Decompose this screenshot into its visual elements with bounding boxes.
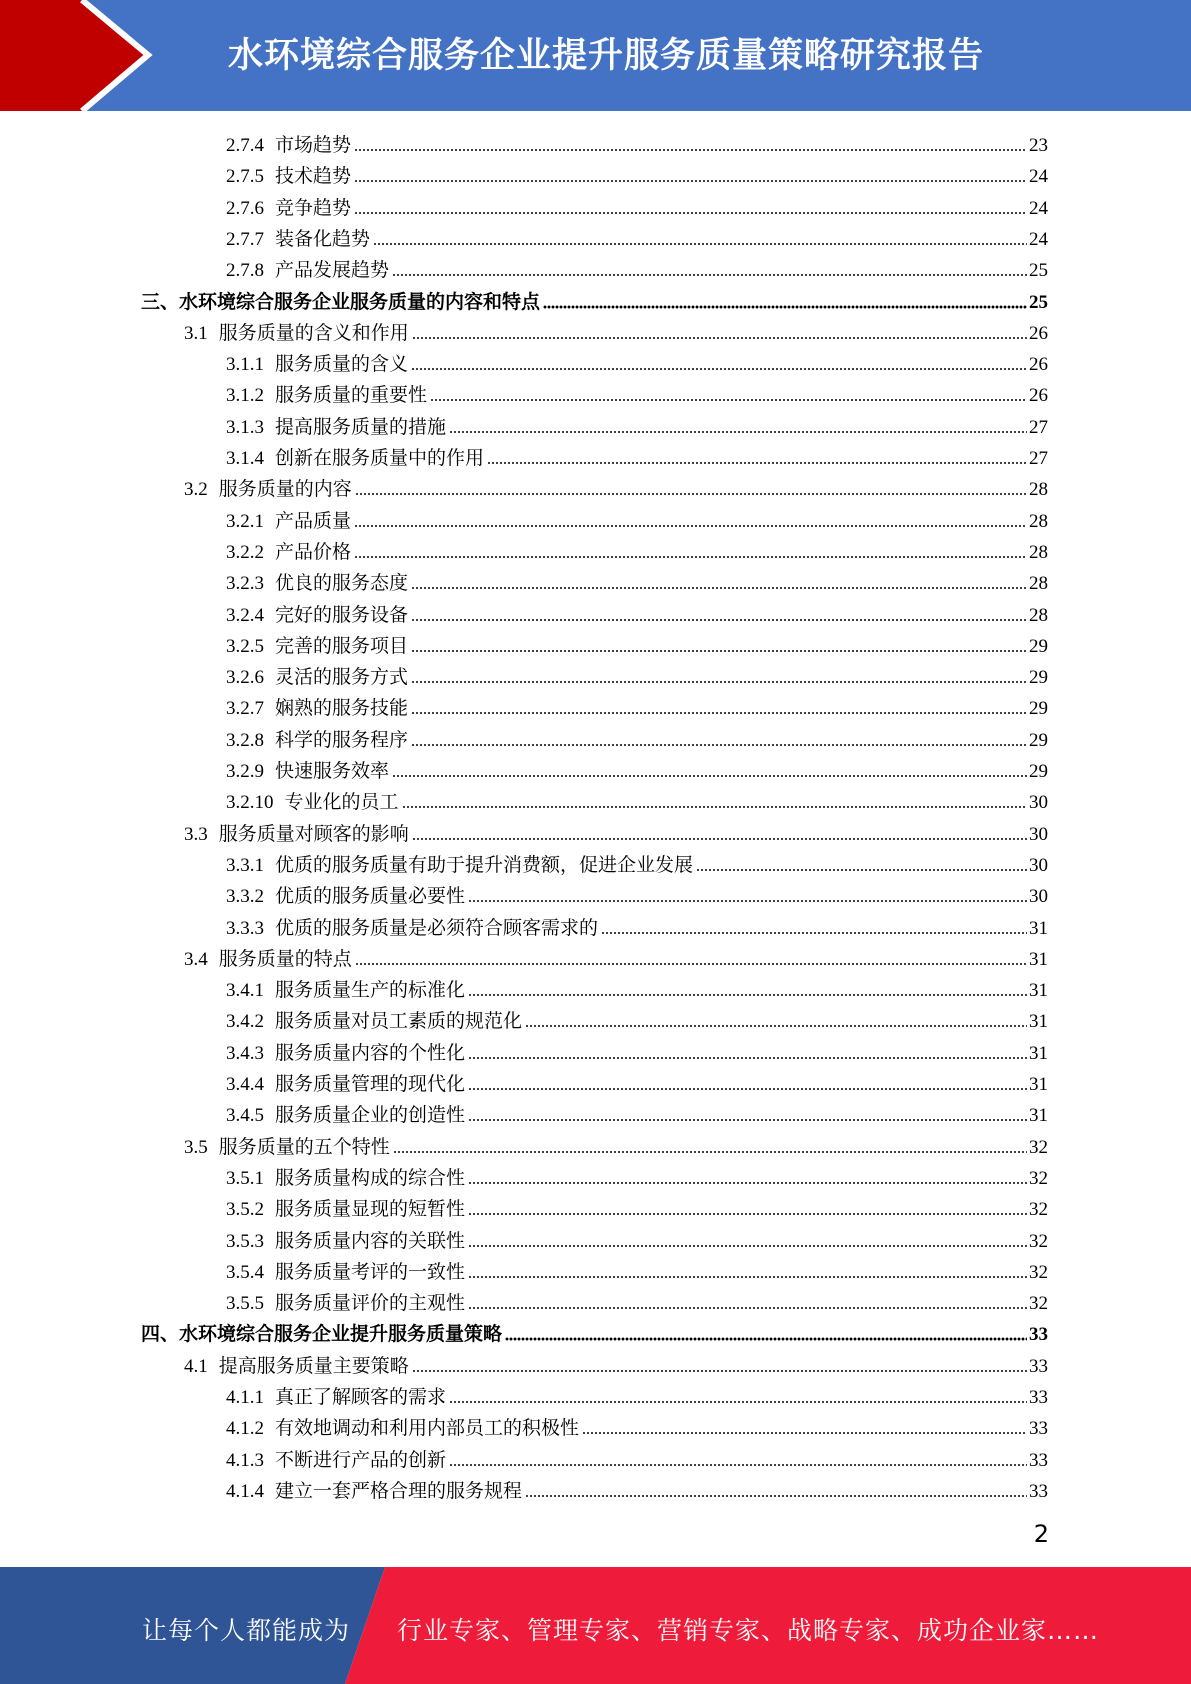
toc-entry[interactable] [226, 1003, 1048, 1034]
toc-dot-leader [430, 397, 1027, 403]
toc-entry-number: 3.5.2 [226, 1199, 264, 1221]
toc-dot-leader [449, 429, 1027, 435]
toc-entry-page: 29 [1029, 729, 1048, 751]
toc-entry-title: 装备化趋势 [275, 228, 371, 250]
toc-entry-title: 产品价格 [275, 541, 352, 563]
toc-dot-leader [392, 272, 1027, 278]
toc-entry-page: 31 [1029, 1105, 1048, 1127]
toc-entry-title: 四、水环境综合服务企业提升服务质量策略 [141, 1324, 503, 1346]
toc-entry-title: 快速服务效率 [275, 761, 390, 782]
toc-entry-page: 32 [1029, 1261, 1048, 1283]
toc-entry-number: 3.4 [184, 948, 208, 970]
toc-entry-title: 服务质量对顾客的影响 [218, 823, 409, 845]
toc-entry[interactable] [226, 1379, 1048, 1410]
toc-entry-number: 3.2.8 [226, 729, 264, 751]
toc-entry[interactable] [226, 1223, 1048, 1254]
toc-entry[interactable] [184, 471, 1048, 502]
toc-dot-leader [393, 1149, 1027, 1155]
toc-entry[interactable] [226, 910, 1048, 941]
toc-entry-page: 28 [1029, 573, 1048, 595]
toc-dot-leader [411, 742, 1027, 748]
toc-entry[interactable] [184, 941, 1048, 972]
toc-entry-title: 优良的服务态度 [275, 573, 409, 595]
toc-entry-number: 3.4.3 [226, 1042, 264, 1064]
toc-entry[interactable] [226, 1160, 1048, 1191]
toc-entry-page: 26 [1029, 322, 1048, 344]
toc-entry-page: 33 [1029, 1355, 1048, 1377]
toc-entry-page: 33 [1029, 1387, 1048, 1408]
toc-dot-leader [505, 1336, 1027, 1342]
toc-entry-number: 3.2.9 [226, 761, 264, 782]
toc-entry-page: 24 [1029, 197, 1048, 219]
toc-entry[interactable] [184, 1129, 1048, 1160]
header-banner [0, 0, 1191, 111]
toc-dot-leader [411, 585, 1027, 591]
toc-entry-title: 服务质量的五个特性 [218, 1136, 390, 1158]
toc-entry-title: 建立一套严格合理的服务规程 [275, 1480, 523, 1502]
toc-entry-number: 3.4.4 [226, 1074, 264, 1095]
toc-entry[interactable] [141, 1316, 1048, 1347]
toc-entry-title: 优质的服务质量是必须符合顾客需求的 [275, 917, 599, 939]
toc-entry[interactable] [226, 1035, 1048, 1066]
toc-entry-page: 30 [1029, 886, 1048, 908]
toc-entry[interactable] [226, 1254, 1048, 1285]
toc-entry-title: 服务质量显现的短暂性 [275, 1199, 466, 1221]
toc-entry-number: 4.1 [184, 1355, 208, 1377]
toc-dot-leader [411, 617, 1027, 623]
toc-entry[interactable] [226, 784, 1048, 815]
toc-entry-page: 28 [1029, 510, 1048, 532]
toc-entry-title: 灵活的服务方式 [275, 667, 409, 689]
toc-dot-leader [468, 992, 1027, 998]
toc-entry-page: 28 [1029, 604, 1048, 626]
toc-dot-leader [411, 710, 1027, 716]
toc-entry-number: 3.1 [184, 322, 208, 344]
toc-entry-number: 3.2.2 [226, 541, 264, 563]
toc-entry-title: 产品质量 [275, 510, 352, 532]
toc-entry-number: 3.1.1 [226, 354, 264, 376]
toc-entry-title: 不断进行产品的创新 [275, 1449, 447, 1471]
toc-entry[interactable] [226, 565, 1048, 596]
toc-entry-title: 服务质量的重要性 [275, 385, 428, 407]
toc-entry-number: 3.5.4 [226, 1261, 264, 1283]
toc-entry-number: 3.5.1 [226, 1167, 264, 1189]
toc-entry[interactable] [226, 409, 1048, 440]
toc-entry-page: 25 [1029, 260, 1048, 282]
toc-entry-number: 4.1.4 [226, 1480, 264, 1502]
toc-entry-number: 3.2.6 [226, 667, 264, 689]
toc-dot-leader [468, 1180, 1027, 1186]
toc-entry[interactable] [226, 252, 1048, 283]
toc-entry-page: 27 [1029, 448, 1048, 469]
toc-entry-page: 24 [1029, 166, 1048, 188]
toc-entry-page: 30 [1029, 792, 1048, 814]
toc-entry-title: 提高服务质量主要策略 [218, 1355, 409, 1377]
toc-entry-number: 2.7.4 [226, 135, 264, 156]
toc-entry[interactable] [226, 628, 1048, 659]
toc-entry-title: 产品发展趋势 [275, 260, 390, 282]
toc-dot-leader [412, 836, 1027, 842]
toc-dot-leader [355, 961, 1027, 967]
toc-entry-page: 28 [1029, 479, 1048, 501]
toc-entry-number: 3.5.5 [226, 1293, 264, 1315]
toc-entry-title: 服务质量的内容 [218, 479, 352, 501]
toc-dot-leader [354, 210, 1027, 216]
toc-entry[interactable] [226, 190, 1048, 221]
toc-entry-number: 3.3 [184, 823, 208, 845]
toc-dot-leader [402, 804, 1027, 810]
toc-dot-leader [392, 773, 1027, 779]
toc-entry-number: 3.2.5 [226, 635, 264, 657]
toc-dot-leader [525, 1493, 1027, 1499]
toc-entry-page: 29 [1029, 761, 1048, 782]
toc-entry[interactable] [184, 315, 1048, 346]
toc-entry-page: 31 [1029, 1042, 1048, 1064]
toc-entry-title: 真正了解顾客的需求 [275, 1387, 447, 1408]
toc-entry-number: 3.2.7 [226, 698, 264, 720]
toc-entry-title: 完好的服务设备 [275, 604, 409, 626]
toc-entry-page: 32 [1029, 1199, 1048, 1221]
report-title: 水环境综合服务企业提升服务质量策略研究报告 [228, 36, 985, 76]
toc-dot-leader [468, 1086, 1027, 1092]
toc-entry[interactable] [226, 377, 1048, 408]
toc-entry[interactable] [184, 816, 1048, 847]
toc-entry-title: 三、水环境综合服务企业服务质量的内容和特点 [141, 291, 541, 313]
toc-entry-number: 3.5 [184, 1136, 208, 1158]
toc-entry[interactable] [141, 284, 1048, 315]
toc-dot-leader [601, 930, 1027, 936]
toc-entry-page: 30 [1029, 854, 1048, 876]
toc-entry-title: 服务质量构成的综合性 [275, 1167, 466, 1189]
toc-entry-title: 服务质量管理的现代化 [275, 1074, 466, 1095]
toc-entry[interactable] [226, 847, 1048, 878]
toc-dot-leader [468, 898, 1027, 904]
toc-entry-page: 25 [1029, 291, 1048, 313]
toc-entry-title: 市场趋势 [275, 135, 352, 156]
toc-dot-leader [449, 1399, 1027, 1405]
toc-entry[interactable] [226, 690, 1048, 721]
toc-entry-page: 27 [1029, 416, 1048, 438]
toc-entry-page: 24 [1029, 228, 1048, 250]
toc-entry[interactable] [226, 1442, 1048, 1473]
toc-entry-number: 3.4.5 [226, 1105, 264, 1127]
toc-entry-page: 31 [1029, 917, 1048, 939]
toc-entry[interactable] [226, 221, 1048, 252]
toc-dot-leader [468, 1117, 1027, 1123]
toc-entry-number: 4.1.3 [226, 1449, 264, 1471]
toc-entry-number: 2.7.8 [226, 260, 264, 282]
toc-entry-number: 3.2.10 [226, 792, 274, 814]
toc-entry[interactable] [226, 1473, 1048, 1504]
toc-entry-title: 服务质量的含义 [275, 354, 409, 376]
toc-entry-number: 4.1.2 [226, 1418, 264, 1440]
toc-entry[interactable] [226, 1410, 1048, 1441]
toc-entry-title: 服务质量对员工素质的规范化 [275, 1011, 523, 1033]
toc-entry-number: 4.1.1 [226, 1387, 264, 1408]
toc-entry[interactable] [226, 1097, 1048, 1128]
toc-dot-leader [354, 554, 1027, 560]
toc-dot-leader [468, 1055, 1027, 1061]
toc-dot-leader [411, 679, 1027, 685]
toc-entry[interactable] [226, 1191, 1048, 1222]
toc-entry-page: 26 [1029, 385, 1048, 407]
toc-entry[interactable] [226, 1285, 1048, 1316]
footer-slogan-left: 让每个人都能成为 [142, 1616, 351, 1645]
toc-entry[interactable] [226, 534, 1048, 565]
toc-entry-page: 29 [1029, 698, 1048, 720]
toc-entry-number: 3.3.3 [226, 917, 264, 939]
toc-entry[interactable] [226, 659, 1048, 690]
toc-entry-page: 23 [1029, 135, 1048, 156]
toc-entry-page: 29 [1029, 667, 1048, 689]
toc-entry-title: 提高服务质量的措施 [275, 416, 447, 438]
toc-entry-page: 26 [1029, 354, 1048, 376]
toc-entry-page: 32 [1029, 1167, 1048, 1189]
toc-entry-number: 3.2 [184, 479, 208, 501]
toc-entry[interactable] [226, 597, 1048, 628]
toc-entry-page: 32 [1029, 1230, 1048, 1252]
toc-dot-leader [696, 867, 1027, 873]
toc-entry-page: 31 [1029, 980, 1048, 1002]
toc-entry-title: 服务质量的含义和作用 [218, 322, 409, 344]
toc-entry-page: 29 [1029, 635, 1048, 657]
toc-entry-title: 有效地调动和利用内部员工的积极性 [275, 1418, 580, 1440]
toc-entry-title: 服务质量内容的关联性 [275, 1230, 466, 1252]
toc-dot-leader [468, 1305, 1027, 1311]
toc-entry[interactable] [226, 440, 1048, 471]
toc-entry-page: 33 [1029, 1324, 1048, 1346]
toc-entry[interactable] [226, 722, 1048, 753]
toc-entry-number: 2.7.6 [226, 197, 264, 219]
toc-entry[interactable] [226, 127, 1048, 158]
toc-entry-number: 2.7.5 [226, 166, 264, 188]
toc-entry-page: 33 [1029, 1418, 1048, 1440]
page-number: 2 [1033, 1520, 1049, 1548]
toc-dot-leader [355, 491, 1027, 497]
toc-dot-leader [468, 1211, 1027, 1217]
toc-entry-title: 服务质量生产的标准化 [275, 980, 466, 1002]
toc-entry-page: 33 [1029, 1449, 1048, 1471]
toc-entry[interactable] [226, 1066, 1048, 1097]
toc-entry-number: 3.2.4 [226, 604, 264, 626]
toc-entry-title: 服务质量评价的主观性 [275, 1293, 466, 1315]
toc-entry-number: 3.5.3 [226, 1230, 264, 1252]
footer-banner [0, 1567, 1191, 1684]
toc-dot-leader [582, 1430, 1027, 1436]
toc-entry-title: 优质的服务质量必要性 [275, 886, 466, 908]
toc-dot-leader [354, 523, 1027, 529]
toc-entry-number: 2.7.7 [226, 228, 264, 250]
toc-entry-number: 3.1.2 [226, 385, 264, 407]
toc-dot-leader [411, 648, 1027, 654]
toc-dot-leader [354, 147, 1027, 153]
toc-entry-number: 3.2.1 [226, 510, 264, 532]
toc-entry[interactable] [226, 878, 1048, 909]
toc-dot-leader [373, 241, 1027, 247]
toc-entry[interactable] [226, 158, 1048, 189]
toc-entry-page: 33 [1029, 1480, 1048, 1502]
toc-entry-page: 32 [1029, 1293, 1048, 1315]
toc-entry-page: 30 [1029, 823, 1048, 845]
toc-entry-title: 优质的服务质量有助于提升消费额，促进企业发展 [275, 854, 694, 876]
toc-entry-number: 3.4.1 [226, 980, 264, 1002]
toc-entry-title: 技术趋势 [275, 166, 352, 188]
toc-dot-leader [412, 1368, 1027, 1374]
toc-dot-leader [449, 1462, 1027, 1468]
toc-entry[interactable] [226, 346, 1048, 377]
toc-entry[interactable] [226, 972, 1048, 1003]
toc-entry-title: 专业化的员工 [284, 792, 399, 814]
toc-entry-number: 3.4.2 [226, 1011, 264, 1033]
toc-dot-leader [354, 178, 1027, 184]
toc-dot-leader [487, 460, 1027, 466]
toc-entry-page: 31 [1029, 1074, 1048, 1095]
toc-dot-leader [468, 1274, 1027, 1280]
toc-entry-number: 3.3.1 [226, 854, 264, 876]
toc-entry-title: 娴熟的服务技能 [275, 698, 409, 720]
toc-dot-leader [468, 1243, 1027, 1249]
toc-entry-title: 服务质量考评的一致性 [275, 1261, 466, 1283]
toc-entry-title: 服务质量内容的个性化 [275, 1042, 466, 1064]
toc-entry-page: 28 [1029, 541, 1048, 563]
toc-entry-number: 3.1.4 [226, 448, 264, 469]
toc-entry-number: 3.2.3 [226, 573, 264, 595]
toc-entry[interactable] [226, 753, 1048, 784]
toc-entry-title: 服务质量的特点 [218, 948, 352, 970]
toc-entry-page: 31 [1029, 948, 1048, 970]
toc-entry-title: 科学的服务程序 [275, 729, 409, 751]
toc-entry-title: 竞争趋势 [275, 197, 352, 219]
toc-entry[interactable] [226, 503, 1048, 534]
toc-entry-page: 31 [1029, 1011, 1048, 1033]
toc-entry-number: 3.3.2 [226, 886, 264, 908]
footer-slogan-right: 行业专家、管理专家、营销专家、战略专家、成功企业家…… [397, 1616, 1100, 1645]
toc-entry-number: 3.1.3 [226, 416, 264, 438]
toc-entry-title: 服务质量企业的创造性 [275, 1105, 466, 1127]
toc-dot-leader [543, 304, 1027, 310]
toc-dot-leader [525, 1023, 1027, 1029]
toc-entry[interactable] [184, 1348, 1048, 1379]
toc-entry-page: 32 [1029, 1136, 1048, 1158]
toc-dot-leader [411, 366, 1027, 372]
toc-entry-title: 创新在服务质量中的作用 [275, 448, 485, 469]
toc-dot-leader [412, 335, 1027, 341]
toc-entry-title: 完善的服务项目 [275, 635, 409, 657]
